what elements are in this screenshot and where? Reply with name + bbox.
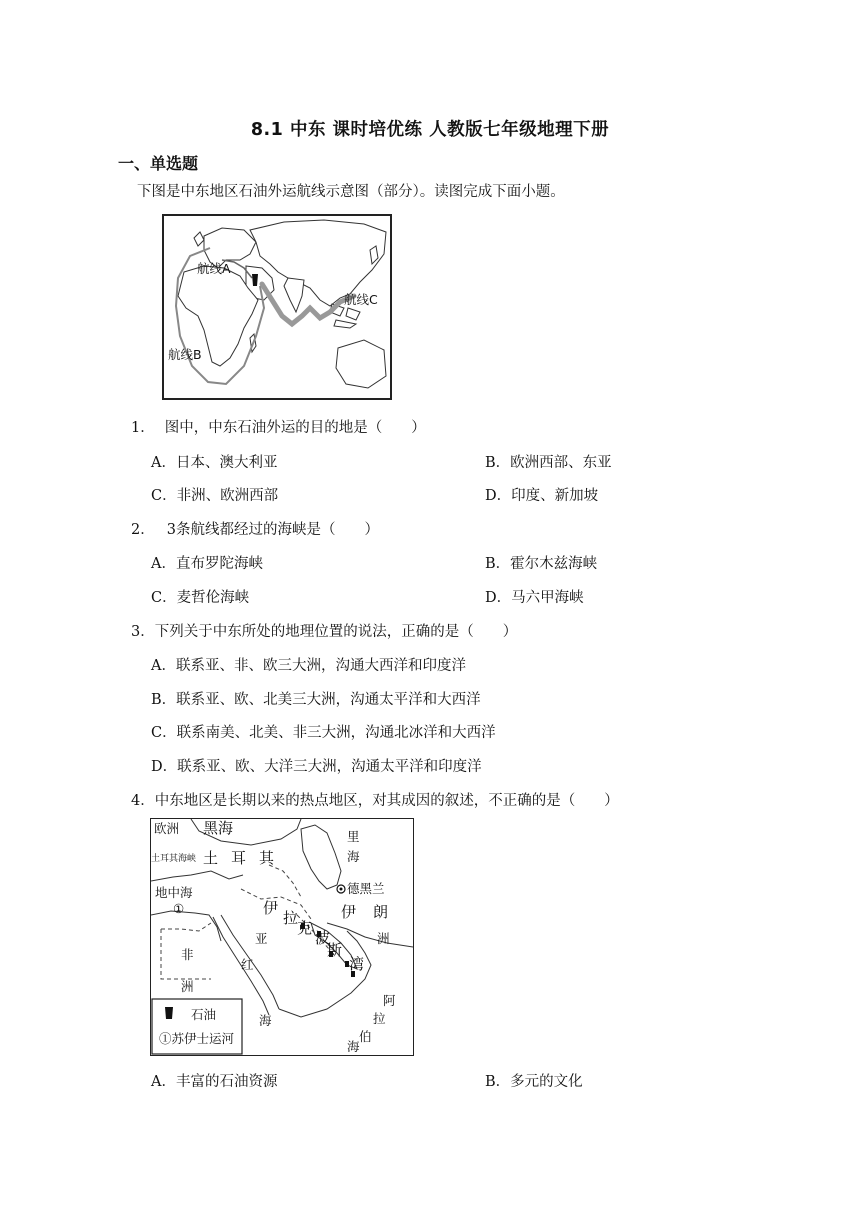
label-arabian-2: 拉: [373, 1011, 386, 1026]
label-africa-2: 洲: [181, 979, 194, 994]
label-gulf-1: 波: [315, 929, 331, 947]
label-turkey-1: 土: [203, 849, 219, 867]
question-number: 1．: [131, 420, 155, 436]
page-title: 8.1 中东 课时培优练 人教版七年级地理下册: [250, 120, 610, 140]
label-iraq-3: 克: [297, 919, 313, 937]
option-2d[interactable]: D．马六甲海峡: [485, 590, 584, 606]
route-c-label: 航线C: [344, 292, 378, 307]
option-4b[interactable]: B．多元的文化: [485, 1074, 583, 1090]
label-iran-2: 朗: [373, 903, 389, 921]
label-africa-1: 非: [181, 947, 194, 962]
label-europe: 欧洲: [154, 821, 180, 836]
question-text: 3条航线都经过的海峡是（ ）: [166, 522, 379, 538]
question-text: 图中，中东石油外运的目的地是（ ）: [164, 420, 426, 436]
label-asia-1: 亚: [255, 931, 268, 946]
label-gulf-3: 湾: [349, 955, 365, 973]
route-a-label: 航线A: [197, 261, 231, 276]
question-text: 中东地区是长期以来的热点地区，对其成因的叙述，不正确的是（ ）: [154, 793, 619, 809]
label-marker-1: ①: [173, 901, 185, 916]
option-2b[interactable]: B．霍尔木兹海峡: [485, 556, 598, 572]
question-3: [131, 620, 517, 641]
option-1d[interactable]: D．印度、新加坡: [485, 488, 599, 504]
label-iraq-2: 拉: [283, 909, 299, 927]
label-tehran: 德黑兰: [347, 881, 385, 896]
label-bosporus: 土耳其海峡: [151, 854, 197, 864]
option-1a[interactable]: A．日本、澳大利亚: [151, 455, 278, 471]
label-iraq-1: 伊: [263, 899, 279, 917]
label-red-sea-2: 海: [259, 1013, 272, 1028]
option-3a[interactable]: A．联系亚、非、欧三大洲，沟通大西洋和印度洋: [151, 658, 466, 674]
option-1b[interactable]: B．欧洲西部、东亚: [485, 455, 612, 471]
section-heading: 一、单选题: [118, 154, 199, 173]
route-b-label: 航线B: [168, 347, 202, 362]
label-iran-1: 伊: [341, 903, 357, 921]
intro-text: 下图是中东地区石油外运航线示意图（部分）。读图完成下面小题。: [137, 184, 565, 200]
question-text: 下列关于中东所处的地理位置的说法，正确的是（ ）: [154, 624, 518, 640]
question-number: 3．: [131, 624, 155, 640]
option-3b[interactable]: B．联系亚、欧、北美三大洲，沟通太平洋和大西洋: [151, 692, 481, 708]
question-4: [131, 789, 619, 810]
legend-suez: ①苏伊士运河: [159, 1031, 235, 1046]
label-caspian-2: 海: [347, 849, 360, 864]
option-1c[interactable]: C．非洲、欧洲西部: [151, 488, 279, 504]
option-4a[interactable]: A．丰富的石油资源: [151, 1074, 278, 1090]
question-1: [131, 416, 426, 437]
label-black-sea: 黑海: [203, 819, 234, 837]
option-2a[interactable]: A．直布罗陀海峡: [151, 556, 263, 572]
option-3d[interactable]: D．联系亚、欧、大洋三大洲，沟通太平洋和印度洋: [151, 759, 482, 775]
label-turkey-3: 其: [259, 849, 275, 867]
label-med-sea: 地中海: [155, 885, 193, 900]
label-asia-2: 洲: [377, 931, 390, 946]
middle-east-map: [150, 818, 414, 1056]
option-2c[interactable]: C．麦哲伦海峡: [151, 590, 250, 606]
label-arabian-4: 海: [347, 1039, 360, 1054]
legend-oil: 石油: [191, 1007, 217, 1022]
option-3c[interactable]: C．联系南美、北美、非三大洲，沟通北冰洋和大西洋: [151, 725, 496, 741]
label-turkey-2: 耳: [231, 849, 247, 867]
label-red-sea-1: 红: [241, 957, 254, 972]
oil-route-map: [162, 214, 392, 400]
label-caspian-1: 里: [347, 829, 360, 844]
label-arabian-3: 伯: [359, 1029, 372, 1044]
question-number: 4．: [131, 793, 155, 809]
question-number: 2．: [131, 522, 155, 538]
question-2: [131, 518, 379, 539]
oil-legend-icon: [165, 1007, 173, 1019]
label-gulf-2: 斯: [327, 941, 343, 959]
label-arabian-1: 阿: [383, 993, 396, 1008]
